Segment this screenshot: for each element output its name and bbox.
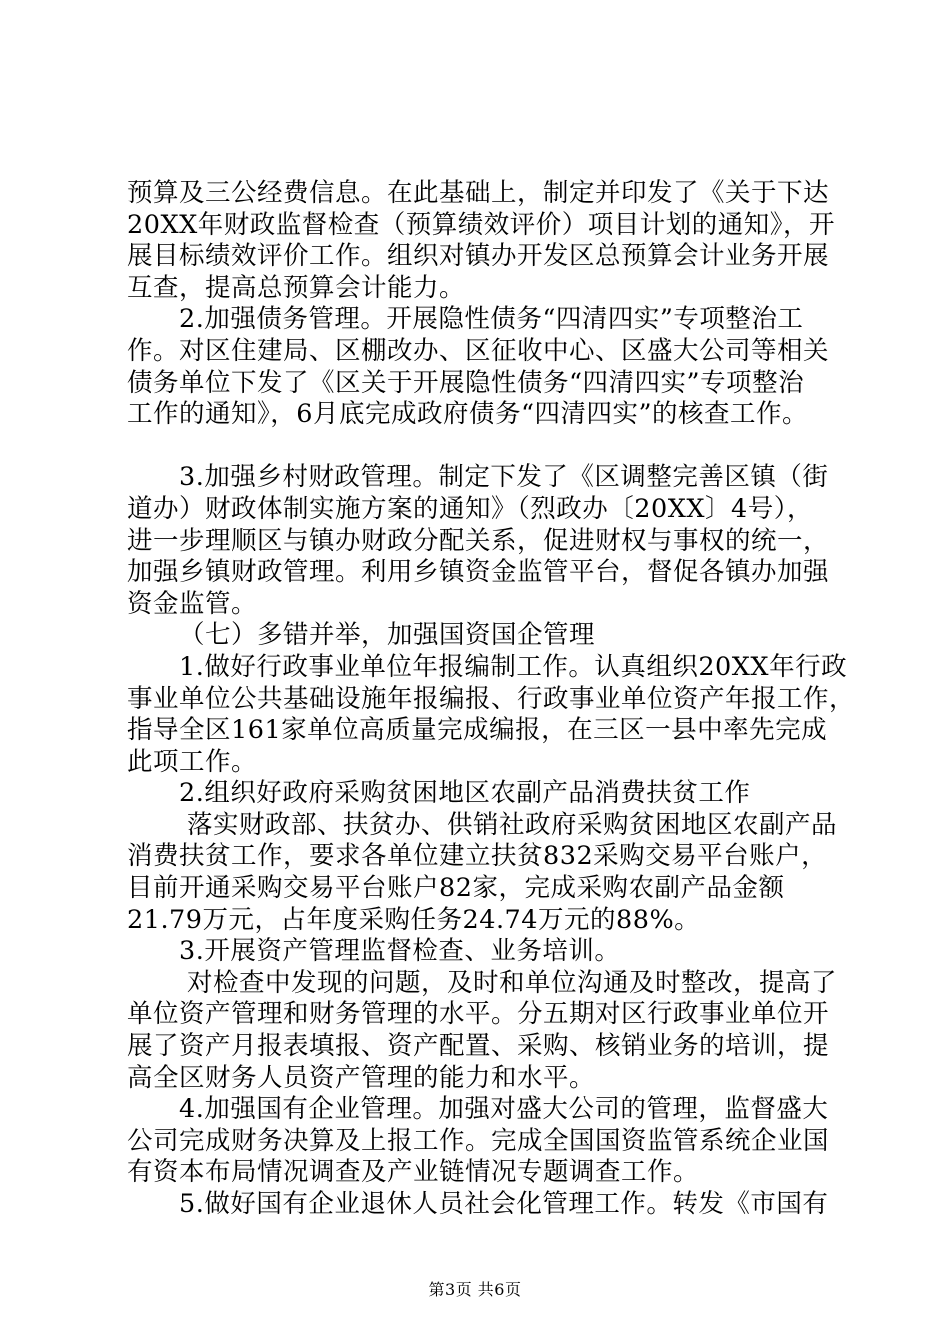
text-line: 此项工作。 [127,746,258,777]
text-line: 公司完成财务决算及上报工作。完成全国国资监管系统企业国 [127,1125,830,1156]
text-line: 消费扶贫工作，要求各单位建立扶贫832采购交易平台账户， [127,841,828,872]
section-heading-7: （七）多错并举，加强国资国企管理 [179,620,596,651]
paragraph-heading-annual-report: 1.做好行政事业单位年报编制工作。认真组织20XX年行政 [179,651,848,682]
text-line: 有资本布局情况调查及产业链情况专题调查工作。 [127,1157,700,1188]
paragraph-heading-procurement: 2.组织好政府采购贫困地区农副产品消费扶贫工作 [179,778,751,809]
text-line: 互查，提高总预算会计能力。 [127,272,466,303]
text-line: 资金监管。 [127,588,258,619]
paragraph-heading-rural-finance: 3.加强乡村财政管理。制定下发了《区调整完善区镇（街 [179,462,829,493]
paragraph-heading-asset-inspection: 3.开展资产管理监督检查、业务培训。 [179,936,621,967]
text-line: 展了资产月报表填报、资产配置、采购、核销业务的培训，提 [127,1031,830,1062]
text-line: 目前开通采购交易平台账户82家，完成采购农副产品金额 [127,873,785,904]
text-line: 道办）财政体制实施方案的通知》（烈政办〔20XX〕4号）， [127,493,813,524]
text-line: 指导全区161家单位高质量完成编报，在三区一县中率先完成 [127,715,828,746]
paragraph-heading-debt: 2.加强债务管理。开展隐性债务“四清四实”专项整治工 [179,304,804,335]
text-line: 进一步理顺区与镇办财政分配关系，促进财权与事权的统一， [127,525,830,556]
text-line: 20XX年财政监督检查（预算绩效评价）项目计划的通知》，开 [127,209,836,240]
document-body [127,178,856,1221]
text-line: 落实财政部、扶贫办、供销社政府采购贫困地区农副产品 [187,809,838,840]
text-line: 作。对区住建局、区棚改办、区征收中心、区盛大公司等相关 [127,335,830,366]
text-line: 单位资产管理和财务管理的水平。分五期对区行政事业单位开 [127,999,830,1030]
text-line: 预算及三公经费信息。在此基础上，制定并印发了《关于下达 [127,178,830,208]
paragraph-heading-retiree-management: 5.做好国有企业退休人员社会化管理工作。转发《市国有 [179,1189,829,1219]
text-line: 高全区财务人员资产管理的能力和水平。 [127,1062,596,1093]
text-line: 展目标绩效评价工作。组织对镇办开发区总预算会计业务开展 [127,241,830,272]
paragraph-heading-soe-management: 4.加强国有企业管理。加强对盛大公司的管理，监督盛大 [179,1094,829,1125]
text-line: 债务单位下发了《区关于开展隐性债务“四清四实”专项整治 [127,367,805,398]
blank-line [127,431,839,463]
text-line: 21.79万元，占年度采购任务24.74万元的88%。 [127,904,701,935]
text-line: 事业单位公共基础设施年报编报、行政事业单位资产年报工作， [127,683,856,714]
text-line: 工作的通知》，6月底完成政府债务“四清四实”的核查工作。 [127,399,809,430]
page-footer: 第3页 共6页 [428,1280,522,1299]
text-line: 加强乡镇财政管理。利用乡镇资金监管平台，督促各镇办加强 [127,557,830,588]
text-line: 对检查中发现的问题，及时和单位沟通及时整改，提高了 [187,967,838,998]
